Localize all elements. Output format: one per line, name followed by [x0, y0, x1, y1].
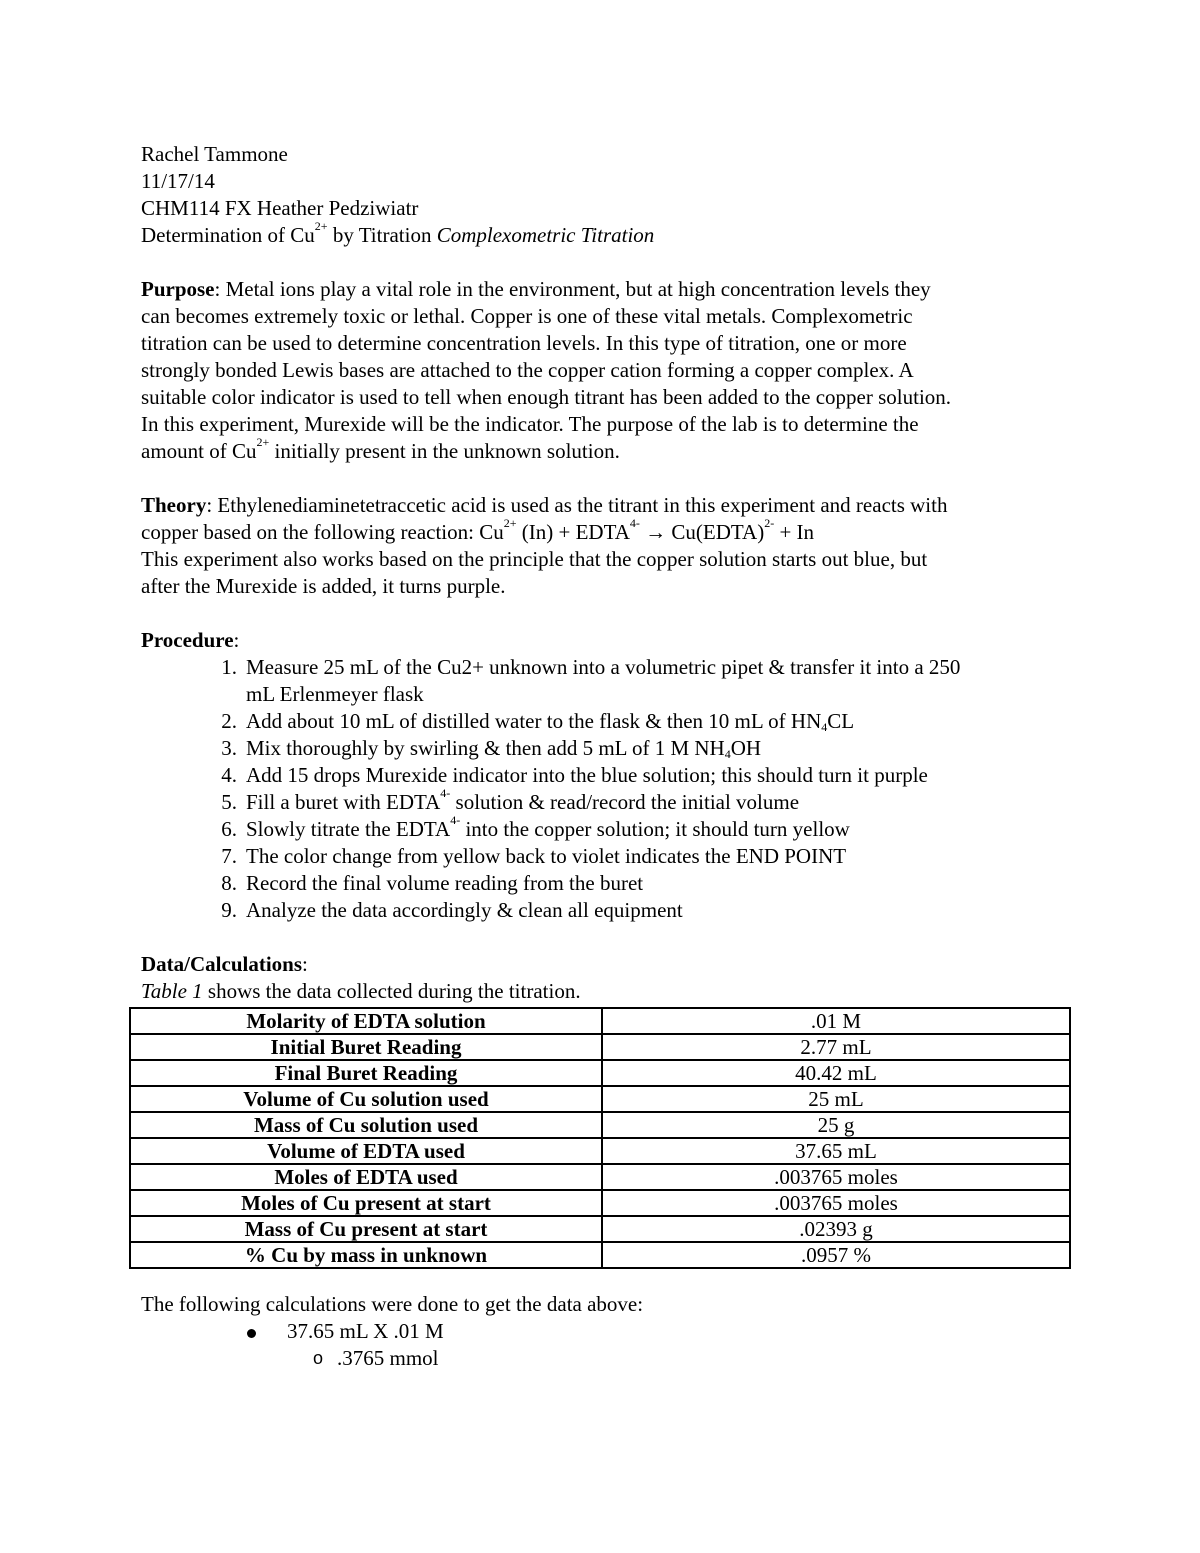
table-row — [130, 1086, 1070, 1112]
table-cell-label: Moles of EDTA used — [130, 1164, 602, 1190]
report-date: 11/17/14 — [141, 169, 215, 193]
theory-line: This experiment also works based on the principle that the copper solution starts out blue, but — [141, 547, 928, 571]
table-row — [130, 1138, 1070, 1164]
table-cell-value: .003765 moles — [602, 1164, 1070, 1190]
theory-heading: Theory — [141, 493, 207, 517]
table-cell-label: Mass of Cu solution used — [130, 1112, 602, 1138]
procedure-section — [141, 627, 1071, 924]
purpose-section — [141, 276, 1071, 465]
purpose-line: suitable color indicator is used to tell when enough titrant has been added to the copper solution. — [141, 385, 952, 409]
purpose-line: amount of $Cu^{2+}$ initially present in the unknown solution. — [141, 435, 620, 463]
purpose-heading: Purpose — [141, 277, 215, 301]
table-cell-label: % Cu by mass in unknown — [130, 1242, 602, 1268]
theory-line: Theory: Ethylenediaminetetraccetic acid is used as the titrant in this experiment and reacts with — [141, 493, 948, 517]
data-heading-line: Data/Calculations: — [141, 952, 308, 976]
data-section — [141, 951, 1071, 1269]
purpose-line: can becomes extremely toxic or lethal. Copper is one of these vital metals. Complexometric — [141, 304, 913, 328]
sub-bullet-icon: o — [313, 1348, 324, 1368]
table-caption: Table 1 shows the data collected during the titration. — [141, 979, 581, 1003]
document-page — [141, 141, 1071, 1372]
table-row — [130, 1112, 1070, 1138]
calculations-section — [141, 1291, 1071, 1372]
table-cell-label: Volume of Cu solution used — [130, 1086, 602, 1112]
report-title: Determination of $Cu^{2+}$ by Titration Complexometric Titration — [141, 219, 655, 247]
arrow-icon: → — [639, 520, 672, 544]
calculation-sub-item: o .3765 mmol — [313, 1346, 439, 1370]
table-cell-label: Mass of Cu present at start — [130, 1216, 602, 1242]
procedure-step: 6. Slowly titrate the $EDTA^{4-}$ into the copper solution; it should turn yellow — [221, 813, 850, 841]
table-cell-value: 2.77 mL — [602, 1034, 1070, 1060]
table-cell-label: Initial Buret Reading — [130, 1034, 602, 1060]
procedure-step: 5. Fill a buret with $EDTA^{4-}$ solution & read/record the initial volume — [221, 786, 800, 814]
theory-reaction-line: copper based on the following reaction: $Cu^{2+}$ $(In) + EDTA^{4-}$ → Cu(EDTA)$^{2-}$ + In — [141, 516, 815, 544]
theory-line: after the Murexide is added, it turns purple. — [141, 574, 506, 598]
table-cell-label: Moles of Cu present at start — [130, 1190, 602, 1216]
table-cell-value: .0957 % — [602, 1242, 1070, 1268]
procedure-step: 7. The color change from yellow back to violet indicates the END POINT — [221, 844, 847, 868]
table-cell-value: .01 M — [602, 1008, 1070, 1034]
purpose-line: In this experiment, Murexide will be the indicator. The purpose of the lab is to determine the — [141, 412, 919, 436]
procedure-step: 3. Mix thoroughly by swirling & then add 5 mL of 1 M $NH_4OH$ — [221, 736, 762, 761]
purpose-line: titration can be used to determine concentration levels. In this type of titration, one or more — [141, 331, 907, 355]
procedure-list — [141, 654, 1071, 924]
table-row — [130, 1242, 1070, 1268]
procedure-heading-line: Procedure: — [141, 628, 240, 652]
table-cell-label: Molarity of EDTA solution — [130, 1008, 602, 1034]
author-name: Rachel Tammone — [141, 142, 288, 166]
table-cell-label: Final Buret Reading — [130, 1060, 602, 1086]
titration-data-table — [129, 1007, 1071, 1269]
table-row — [130, 1190, 1070, 1216]
table-row — [130, 1034, 1070, 1060]
theory-section — [141, 492, 1071, 600]
table-cell-value: 25 g — [602, 1112, 1070, 1138]
purpose-line: Purpose: Metal ions play a vital role in the environment, but at high concentration levels they — [141, 277, 931, 301]
procedure-step: 4. Add 15 drops Murexide indicator into the blue solution; this should turn it purple — [221, 763, 928, 787]
table-row — [130, 1216, 1070, 1242]
procedure-step: 2. Add about 10 mL of distilled water to the flask & then 10 mL of $HN_4CL$ — [221, 709, 855, 734]
procedure-step: 1. Measure 25 mL of the Cu2+ unknown into a volumetric pipet & transfer it into a 250 mL Erlenmeyer flask — [221, 655, 961, 706]
purpose-line: strongly bonded Lewis bases are attached to the copper cation forming a copper complex. A — [141, 358, 914, 382]
calculations-intro: The following calculations were done to get the data above: — [141, 1292, 644, 1316]
table-row — [130, 1164, 1070, 1190]
table-row — [130, 1008, 1070, 1034]
procedure-step: 8. Record the final volume reading from the buret — [221, 871, 644, 895]
table-cell-value: 40.42 mL — [602, 1060, 1070, 1086]
table-cell-label: Volume of EDTA used — [130, 1138, 602, 1164]
table-row — [130, 1060, 1070, 1086]
table-cell-value: 37.65 mL — [602, 1138, 1070, 1164]
table-cell-value: .02393 g — [602, 1216, 1070, 1242]
course-info: CHM114 FX Heather Pedziwiatr — [141, 196, 419, 220]
calculation-bullet: 37.65 mL X .01 M — [141, 1318, 1071, 1345]
bullet-icon — [247, 1329, 256, 1338]
table-cell-value: .003765 moles — [602, 1190, 1070, 1216]
procedure-step: 9. Analyze the data accordingly & clean all equipment — [221, 898, 683, 922]
table-cell-value: 25 mL — [602, 1086, 1070, 1112]
